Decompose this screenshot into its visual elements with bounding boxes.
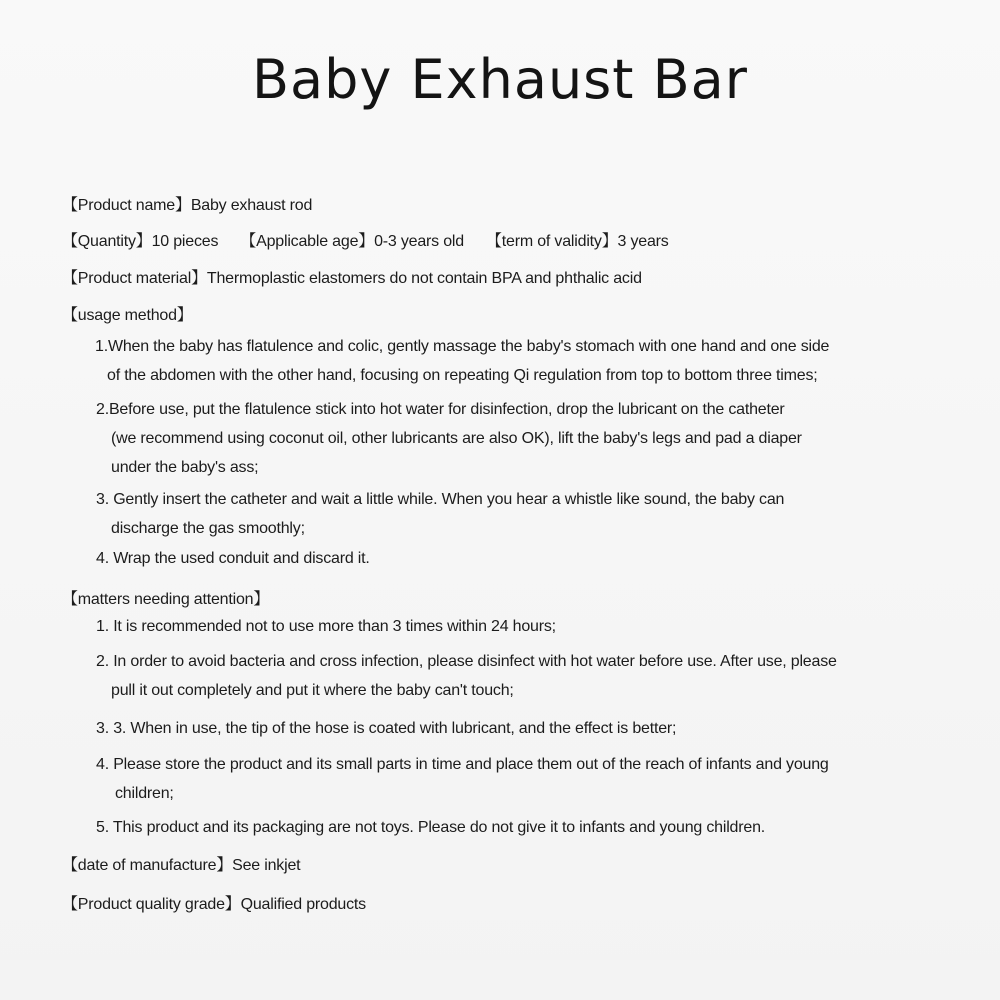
usage-line: (we recommend using coconut oil, other lubricants are also OK), lift the baby's legs and pad a diaper: [111, 430, 802, 447]
attention-line: 5. This product and its packaging are not toys. Please do not give it to infants and young children.: [96, 819, 766, 836]
date-of-manufacture-value: See inkjet: [232, 857, 301, 874]
attention-heading: 【matters needing attention】: [62, 591, 270, 608]
applicable-age-label: 【Applicable age】: [240, 233, 375, 250]
page-title: Baby Exhaust Bar: [252, 48, 748, 111]
date-of-manufacture-row: [62, 852, 300, 875]
usage-line: of the abdomen with the other hand, focusing on repeating Qi regulation from top to bottom three times;: [107, 367, 818, 384]
validity-value: 3 years: [617, 233, 669, 250]
attention-line: 4. Please store the product and its small parts in time and place them out of the reach of infants and young: [96, 756, 829, 773]
product-material-row: [62, 265, 642, 288]
usage-line: discharge the gas smoothly;: [111, 520, 305, 537]
quantity-label: 【Quantity】: [62, 233, 152, 250]
usage-line: under the baby's ass;: [111, 459, 259, 476]
usage-line: 3. Gently insert the catheter and wait a little while. When you hear a whistle like sound, the baby can: [96, 491, 785, 508]
quality-grade-row: [62, 891, 366, 914]
quantity-age-validity-row: [62, 228, 691, 251]
product-name-row: [62, 192, 312, 215]
quality-grade-label: 【Product quality grade】: [62, 896, 241, 913]
usage-line: 1.When the baby has flatulence and colic, gently massage the baby's stomach with one hand and one side: [95, 338, 830, 355]
product-name-label: 【Product name】: [62, 197, 191, 214]
applicable-age-value: 0-3 years old: [374, 233, 464, 250]
usage-line: 4. Wrap the used conduit and discard it.: [96, 550, 370, 567]
product-material-label: 【Product material】: [62, 270, 207, 287]
attention-line: children;: [115, 785, 174, 802]
attention-line: 1. It is recommended not to use more than 3 times within 24 hours;: [96, 618, 556, 635]
usage-line: 2.Before use, put the flatulence stick into hot water for disinfection, drop the lubricant on the catheter: [96, 401, 785, 418]
usage-heading: 【usage method】: [62, 307, 193, 324]
attention-line: 3. 3. When in use, the tip of the hose is coated with lubricant, and the effect is better;: [96, 720, 677, 737]
attention-line: 2. In order to avoid bacteria and cross infection, please disinfect with hot water before use. After use, please: [96, 653, 837, 670]
validity-label: 【term of validity】: [485, 233, 618, 250]
date-of-manufacture-label: 【date of manufacture】: [62, 857, 233, 874]
product-material-value: Thermoplastic elastomers do not contain BPA and phthalic acid: [206, 270, 642, 287]
quantity-value: 10 pieces: [151, 233, 219, 250]
quality-grade-value: Qualified products: [240, 896, 366, 913]
product-name-value: Baby exhaust rod: [190, 197, 313, 214]
attention-line: pull it out completely and put it where the baby can't touch;: [111, 682, 514, 699]
